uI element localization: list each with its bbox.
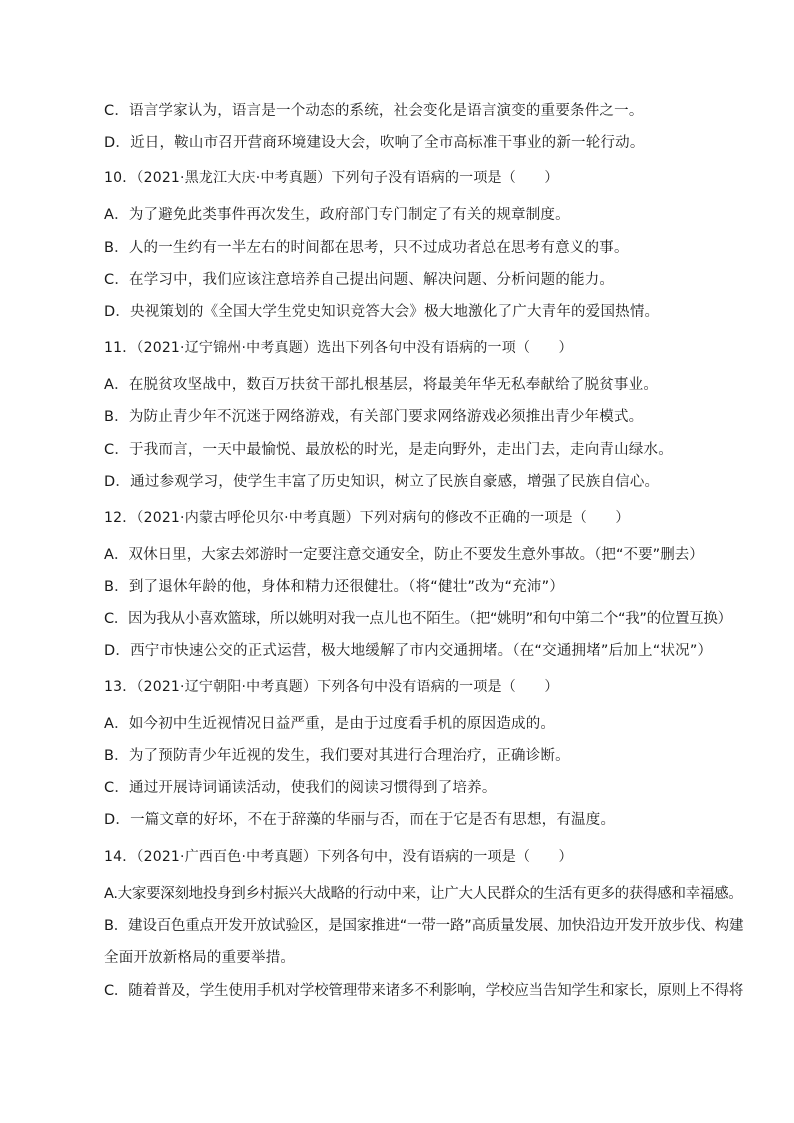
question-12: 12．（2021·内蒙古呼伦贝尔·中考真题）下列对病句的修改不正确的一项是（ ） [104, 510, 630, 526]
option-b-q13: B．为了预防青少年近视的发生，我们要对其进行合理治疗，正确诊断。 [104, 748, 570, 764]
option-b-q14: B．建设百色重点开发开放试验区，是国家推进“一带一路”高质量发展、加快沿边开发开放步伐、构建 [104, 918, 744, 934]
option-a-q11: A．在脱贫攻坚战中，数百万扶贫干部扎根基层，将最美年华无私奉献给了脱贫事业。 [104, 377, 659, 393]
option-a-q13: A．如今初中生近视情况日益严重，是由于过度看手机的原因造成的。 [104, 716, 556, 732]
option-d-q12: D．西宁市快速公交的正式运营，极大地缓解了市内交通拥堵。（在“交通拥堵”后加上“状况”） [104, 643, 713, 659]
option-c-q11: C．于我而言，一天中最愉悦、最放松的时光，是走向野外，走出门去，走向青山绿水。 [104, 442, 673, 458]
option-c-q10: C．在学习中，我们应该注意培养自己提出问题、解决问题、分析问题的能力。 [104, 272, 615, 288]
option-d-q11: D．通过参观学习，使学生丰富了历史知识，树立了民族自豪感，增强了民族自信心。 [104, 474, 660, 490]
option-b-q11: B．为防止青少年不沉迷于网络游戏，有关部门要求网络游戏必须推出青少年模式。 [104, 409, 644, 425]
option-c-q9: C．语言学家认为，语言是一个动态的系统，社会变化是语言演变的重要条件之一。 [104, 103, 644, 119]
option-a-q12: A．双休日里，大家去郊游时一定要注意交通安全，防止不要发生意外事故。（把“不要”删去） [104, 547, 704, 563]
question-13: 13．（2021·辽宁朝阳·中考真题）下列各句中没有语病的一项是（ ） [104, 679, 559, 695]
option-b-q12: B．到了退休年龄的他，身体和精力还很健壮。（将“健壮”改为“充沛”） [104, 579, 565, 595]
option-c-q12: C．因为我从小喜欢篮球，所以姚明对我一点儿也不陌生。（把“姚明”和句中第二个“我”的位置互换） [104, 611, 732, 627]
question-14: 14．（2021·广西百色·中考真题）下列各句中，没有语病的一项是（ ） [104, 849, 573, 865]
option-d-q9: D．近日，鞍山市召开营商环境建设大会，吹响了全市高标准干事业的新一轮行动。 [104, 135, 645, 151]
question-11: 11．（2021·辽宁锦州·中考真题）选出下列各句中没有语病的一项（ ） [104, 340, 573, 356]
option-b-q10: B．人的一生约有一半左右的时间都在思考，只不过成功者总在思考有意义的事。 [104, 240, 629, 256]
option-d-q13: D．一篇文章的好坏，不在于辞藻的华丽与否，而在于它是否有思想，有温度。 [104, 812, 616, 828]
option-a-q10: A．为了避免此类事件再次发生，政府部门专门制定了有关的规章制度。 [104, 207, 570, 223]
question-10: 10．（2021·黑龙江大庆·中考真题）下列句子没有语病的一项是（ ） [104, 170, 559, 186]
option-d-q10: D．央视策划的《全国大学生党史知识竞答大会》极大地激化了广大青年的爱国热情。 [104, 304, 660, 320]
option-b-q14-continued: 全面开放新格局的重要举措。 [104, 950, 296, 966]
option-c-q14: C．随着普及，学生使用手机对学校管理带来诸多不利影响，学校应当告知学生和家长，原则上不得将 [104, 983, 744, 999]
option-a-q14: A.大家要深刻地投身到乡村振兴大战略的行动中来，让广大人民群众的生活有更多的获得感和幸福感。 [104, 886, 743, 902]
option-c-q13: C．通过开展诗词诵读活动，使我们的阅读习惯得到了培养。 [104, 780, 497, 796]
